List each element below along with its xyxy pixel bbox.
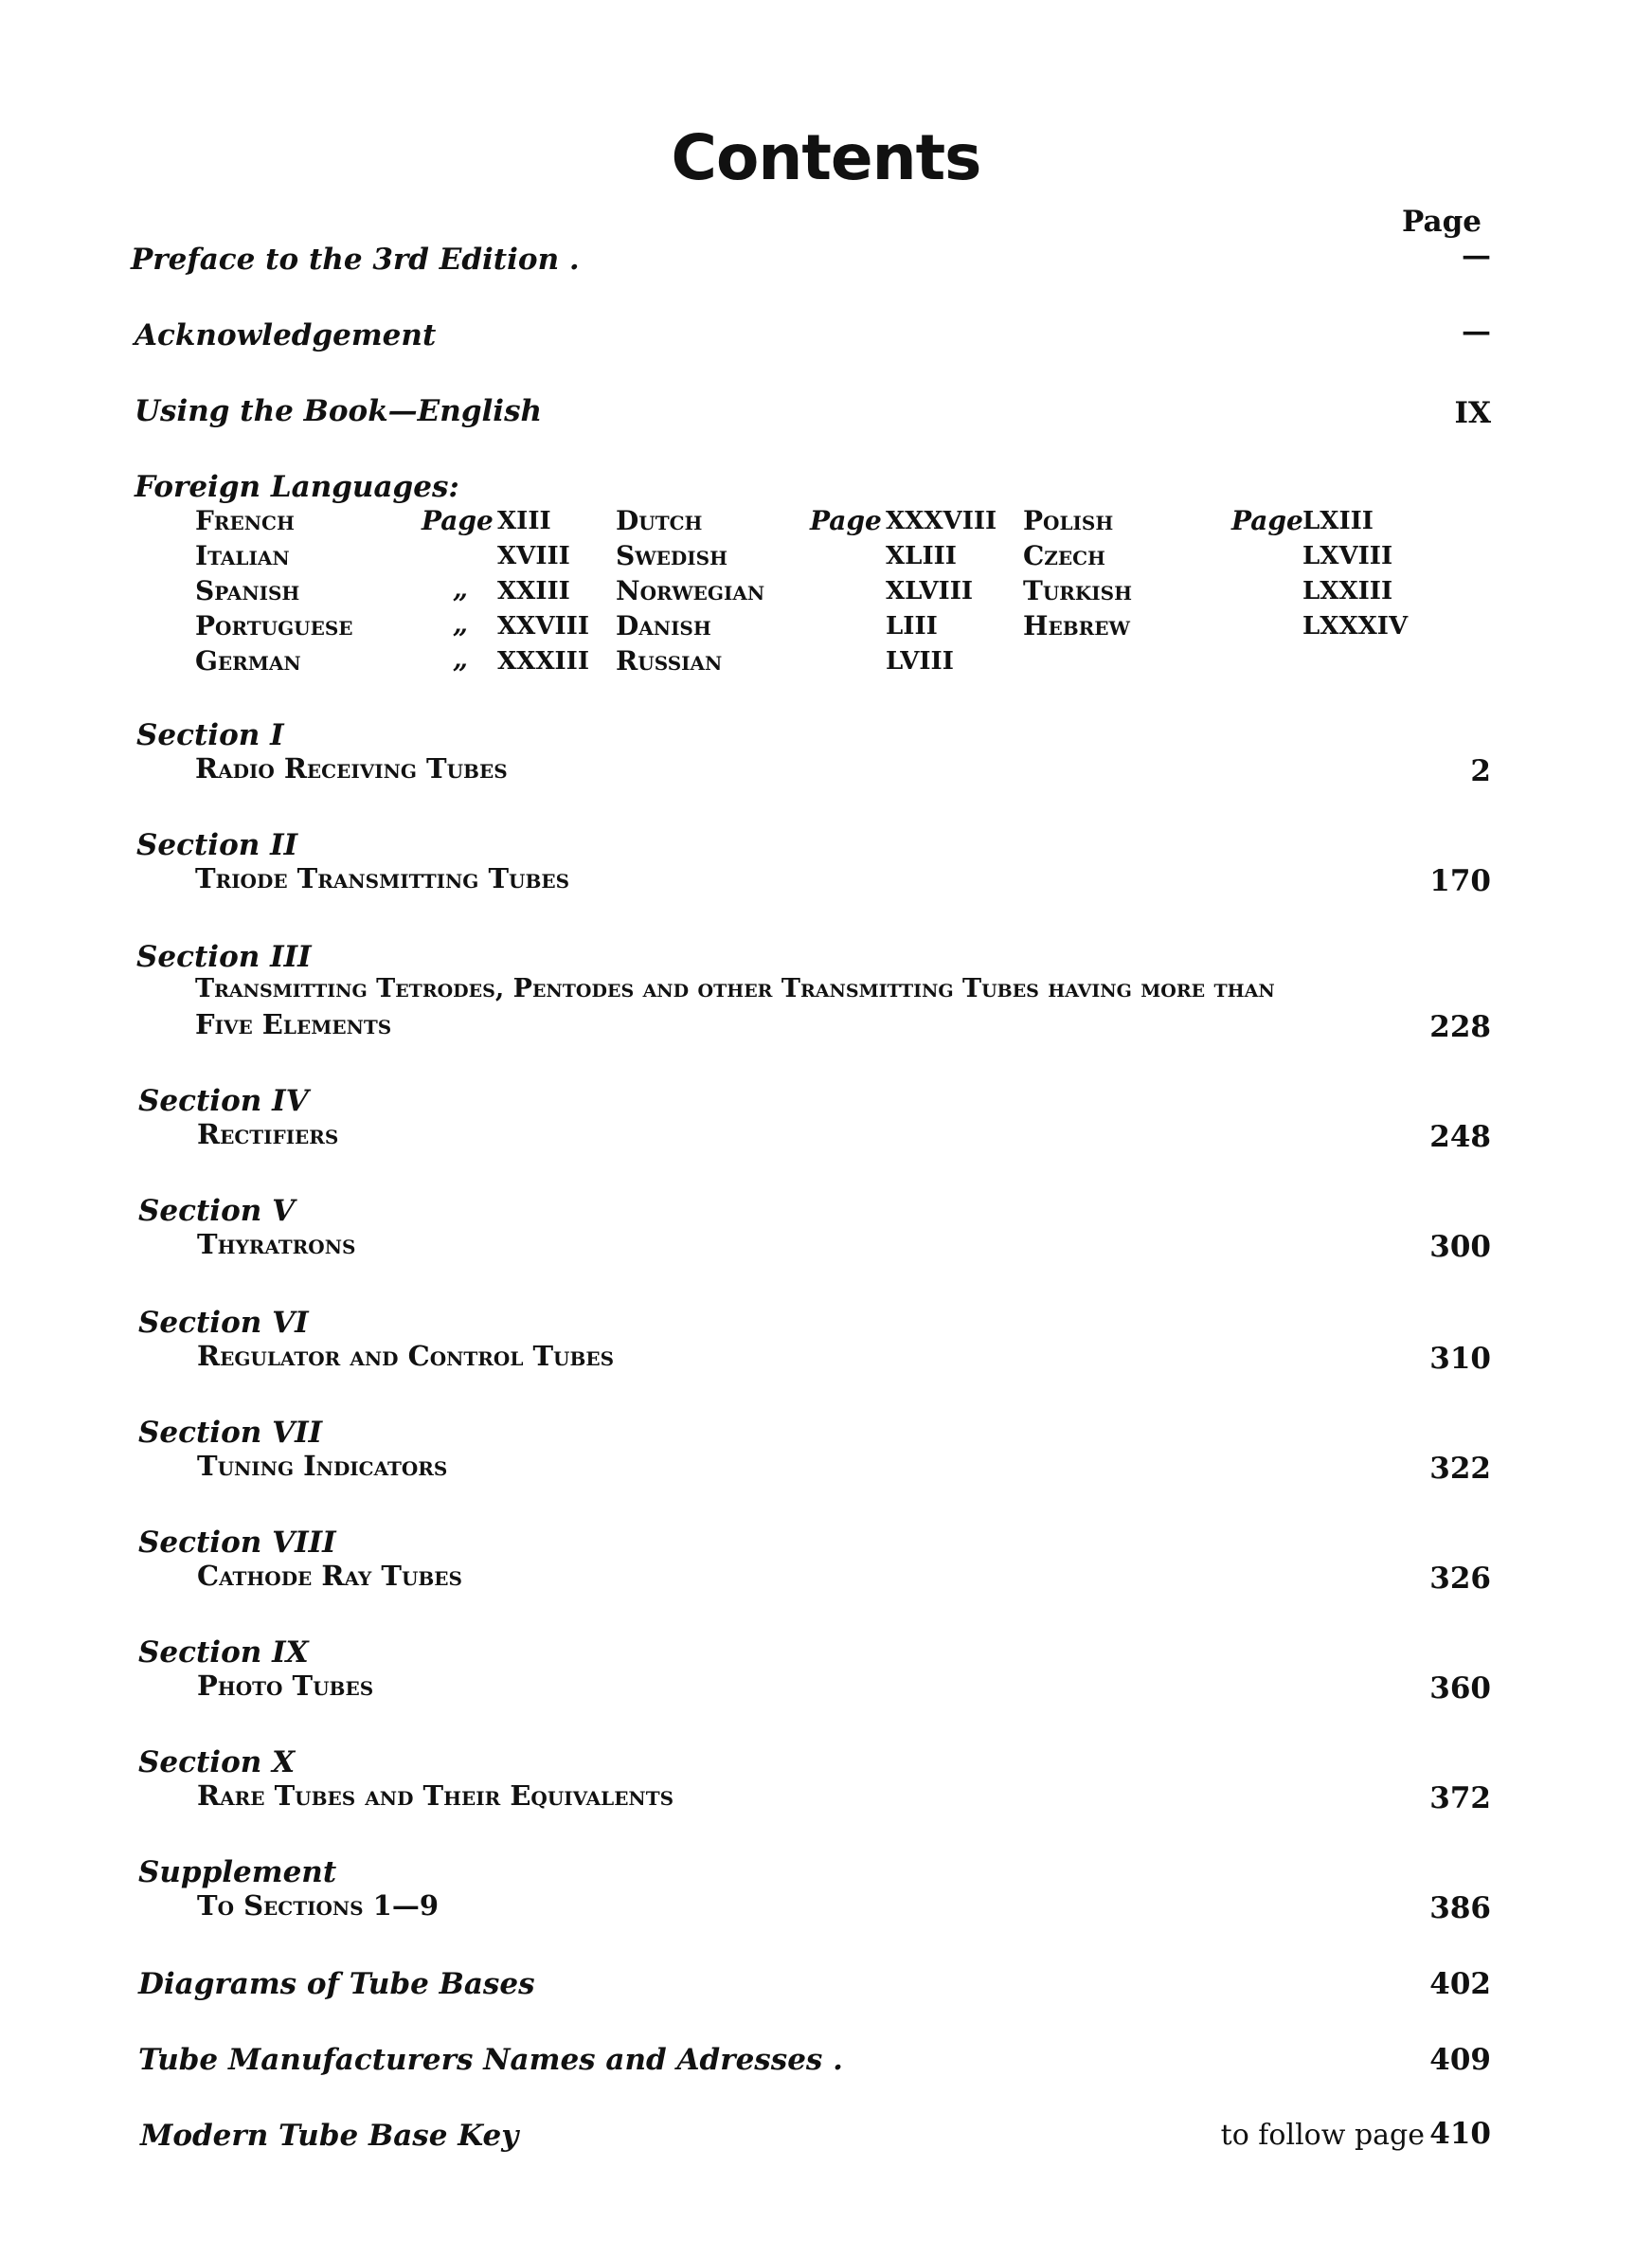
entry-modern-tube-base-key-note: to follow page bbox=[1220, 2119, 1425, 2152]
section-heading: Section VII bbox=[138, 1416, 323, 1450]
lang-turkish-page: LXXIII bbox=[1302, 577, 1393, 605]
entry-tube-manufacturers-page: 409 bbox=[1429, 2043, 1491, 2077]
page-column-header: Page bbox=[1402, 205, 1481, 239]
section-heading: Section VIII bbox=[138, 1526, 336, 1560]
lang-italian: Italian bbox=[195, 540, 290, 571]
page-prefix: Page bbox=[1231, 505, 1303, 536]
section-page: 228 bbox=[1429, 1010, 1491, 1044]
lang-spanish: Spanish bbox=[195, 575, 300, 606]
section-heading: Section VI bbox=[138, 1306, 309, 1340]
lang-dutch: Dutch bbox=[616, 505, 703, 536]
section-title: Rectifiers bbox=[197, 1118, 339, 1150]
entry-tube-manufacturers: Tube Manufacturers Names and Adresses . bbox=[138, 2043, 843, 2077]
section-page: 326 bbox=[1429, 1562, 1491, 1596]
section-title-continued: Five Elements bbox=[195, 1008, 392, 1040]
entry-acknowledgement-page: — bbox=[1462, 315, 1491, 349]
lang-czech: Czech bbox=[1023, 540, 1105, 571]
lang-russian: Russian bbox=[616, 645, 723, 677]
ditto-mark: „ bbox=[453, 573, 469, 605]
section-page: 372 bbox=[1429, 1781, 1491, 1815]
lang-german: German bbox=[195, 645, 301, 677]
supplement-heading: Supplement bbox=[138, 1855, 337, 1889]
entry-diagrams-of-tube-bases-page: 402 bbox=[1429, 1967, 1491, 2001]
entry-preface-page: — bbox=[1462, 239, 1491, 273]
section-heading: Section V bbox=[138, 1194, 296, 1228]
section-page: 248 bbox=[1429, 1120, 1491, 1154]
lang-danish: Danish bbox=[616, 610, 711, 641]
entry-diagrams-of-tube-bases: Diagrams of Tube Bases bbox=[138, 1967, 535, 2001]
section-heading: Section III bbox=[136, 940, 312, 974]
section-heading: Section IV bbox=[138, 1084, 309, 1118]
lang-italian-page: XVIII bbox=[497, 542, 570, 570]
ditto-mark: „ bbox=[453, 643, 469, 675]
section-heading: Section X bbox=[138, 1745, 296, 1779]
page-prefix: Page bbox=[810, 505, 882, 536]
section-heading: Section I bbox=[136, 718, 284, 752]
lang-norwegian-page: XLVIII bbox=[886, 577, 974, 605]
section-title: Thyratrons bbox=[197, 1228, 356, 1260]
lang-german-page: XXXIII bbox=[497, 647, 590, 676]
lang-portuguese-page: XXVIII bbox=[497, 612, 590, 641]
lang-dutch-page: XXXVIII bbox=[886, 507, 997, 535]
lang-hebrew: Hebrew bbox=[1023, 610, 1130, 641]
section-page: 322 bbox=[1429, 1452, 1491, 1486]
lang-russian-page: LVIII bbox=[886, 647, 954, 676]
section-page: 360 bbox=[1429, 1671, 1491, 1706]
lang-polish: Polish bbox=[1023, 505, 1114, 536]
section-page: 310 bbox=[1429, 1342, 1491, 1376]
lang-hebrew-page: LXXXIV bbox=[1302, 612, 1409, 641]
entry-using-the-book-page: IX bbox=[1454, 396, 1491, 430]
lang-turkish: Turkish bbox=[1023, 575, 1132, 606]
lang-danish-page: LIII bbox=[886, 612, 938, 641]
entry-modern-tube-base-key-page: 410 bbox=[1429, 2117, 1491, 2151]
lang-norwegian: Norwegian bbox=[616, 575, 765, 606]
lang-spanish-page: XXIII bbox=[497, 577, 570, 605]
lang-french-page: XIII bbox=[497, 507, 551, 535]
entry-modern-tube-base-key: Modern Tube Base Key bbox=[140, 2119, 519, 2153]
section-page: 300 bbox=[1429, 1230, 1491, 1264]
section-page: 170 bbox=[1429, 864, 1491, 898]
page-prefix: Page bbox=[422, 505, 494, 536]
section-title: Rare Tubes and Their Equivalents bbox=[197, 1779, 674, 1812]
entry-preface: Preface to the 3rd Edition . bbox=[131, 243, 580, 277]
section-page: 2 bbox=[1470, 754, 1491, 788]
section-title: Regulator and Control Tubes bbox=[197, 1340, 615, 1372]
supplement-page: 386 bbox=[1429, 1891, 1491, 1925]
section-title: Triode Transmitting Tubes bbox=[195, 862, 570, 894]
section-title: Photo Tubes bbox=[197, 1670, 374, 1702]
lang-swedish: Swedish bbox=[616, 540, 727, 571]
lang-swedish-page: XLIII bbox=[886, 542, 957, 570]
section-title: Radio Receiving Tubes bbox=[195, 752, 508, 785]
lang-czech-page: LXVIII bbox=[1302, 542, 1393, 570]
ditto-mark: „ bbox=[453, 608, 469, 640]
section-title: Tuning Indicators bbox=[197, 1450, 448, 1482]
supplement-title: To Sections 1—9 bbox=[197, 1889, 440, 1922]
entry-acknowledgement: Acknowledgement bbox=[135, 318, 437, 352]
lang-portuguese: Portuguese bbox=[195, 610, 353, 641]
foreign-languages-heading: Foreign Languages: bbox=[135, 470, 459, 504]
section-heading: Section II bbox=[136, 828, 298, 862]
section-heading: Section IX bbox=[138, 1635, 309, 1670]
entry-using-the-book: Using the Book—English bbox=[135, 394, 543, 428]
page-title: Contents bbox=[671, 121, 981, 194]
lang-french: French bbox=[195, 505, 295, 536]
section-title: Transmitting Tetrodes, Pentodes and other Transmitting Tubes having more than bbox=[195, 974, 1275, 1003]
section-title: Cathode Ray Tubes bbox=[197, 1560, 462, 1592]
lang-polish-page: LXIII bbox=[1302, 507, 1374, 535]
